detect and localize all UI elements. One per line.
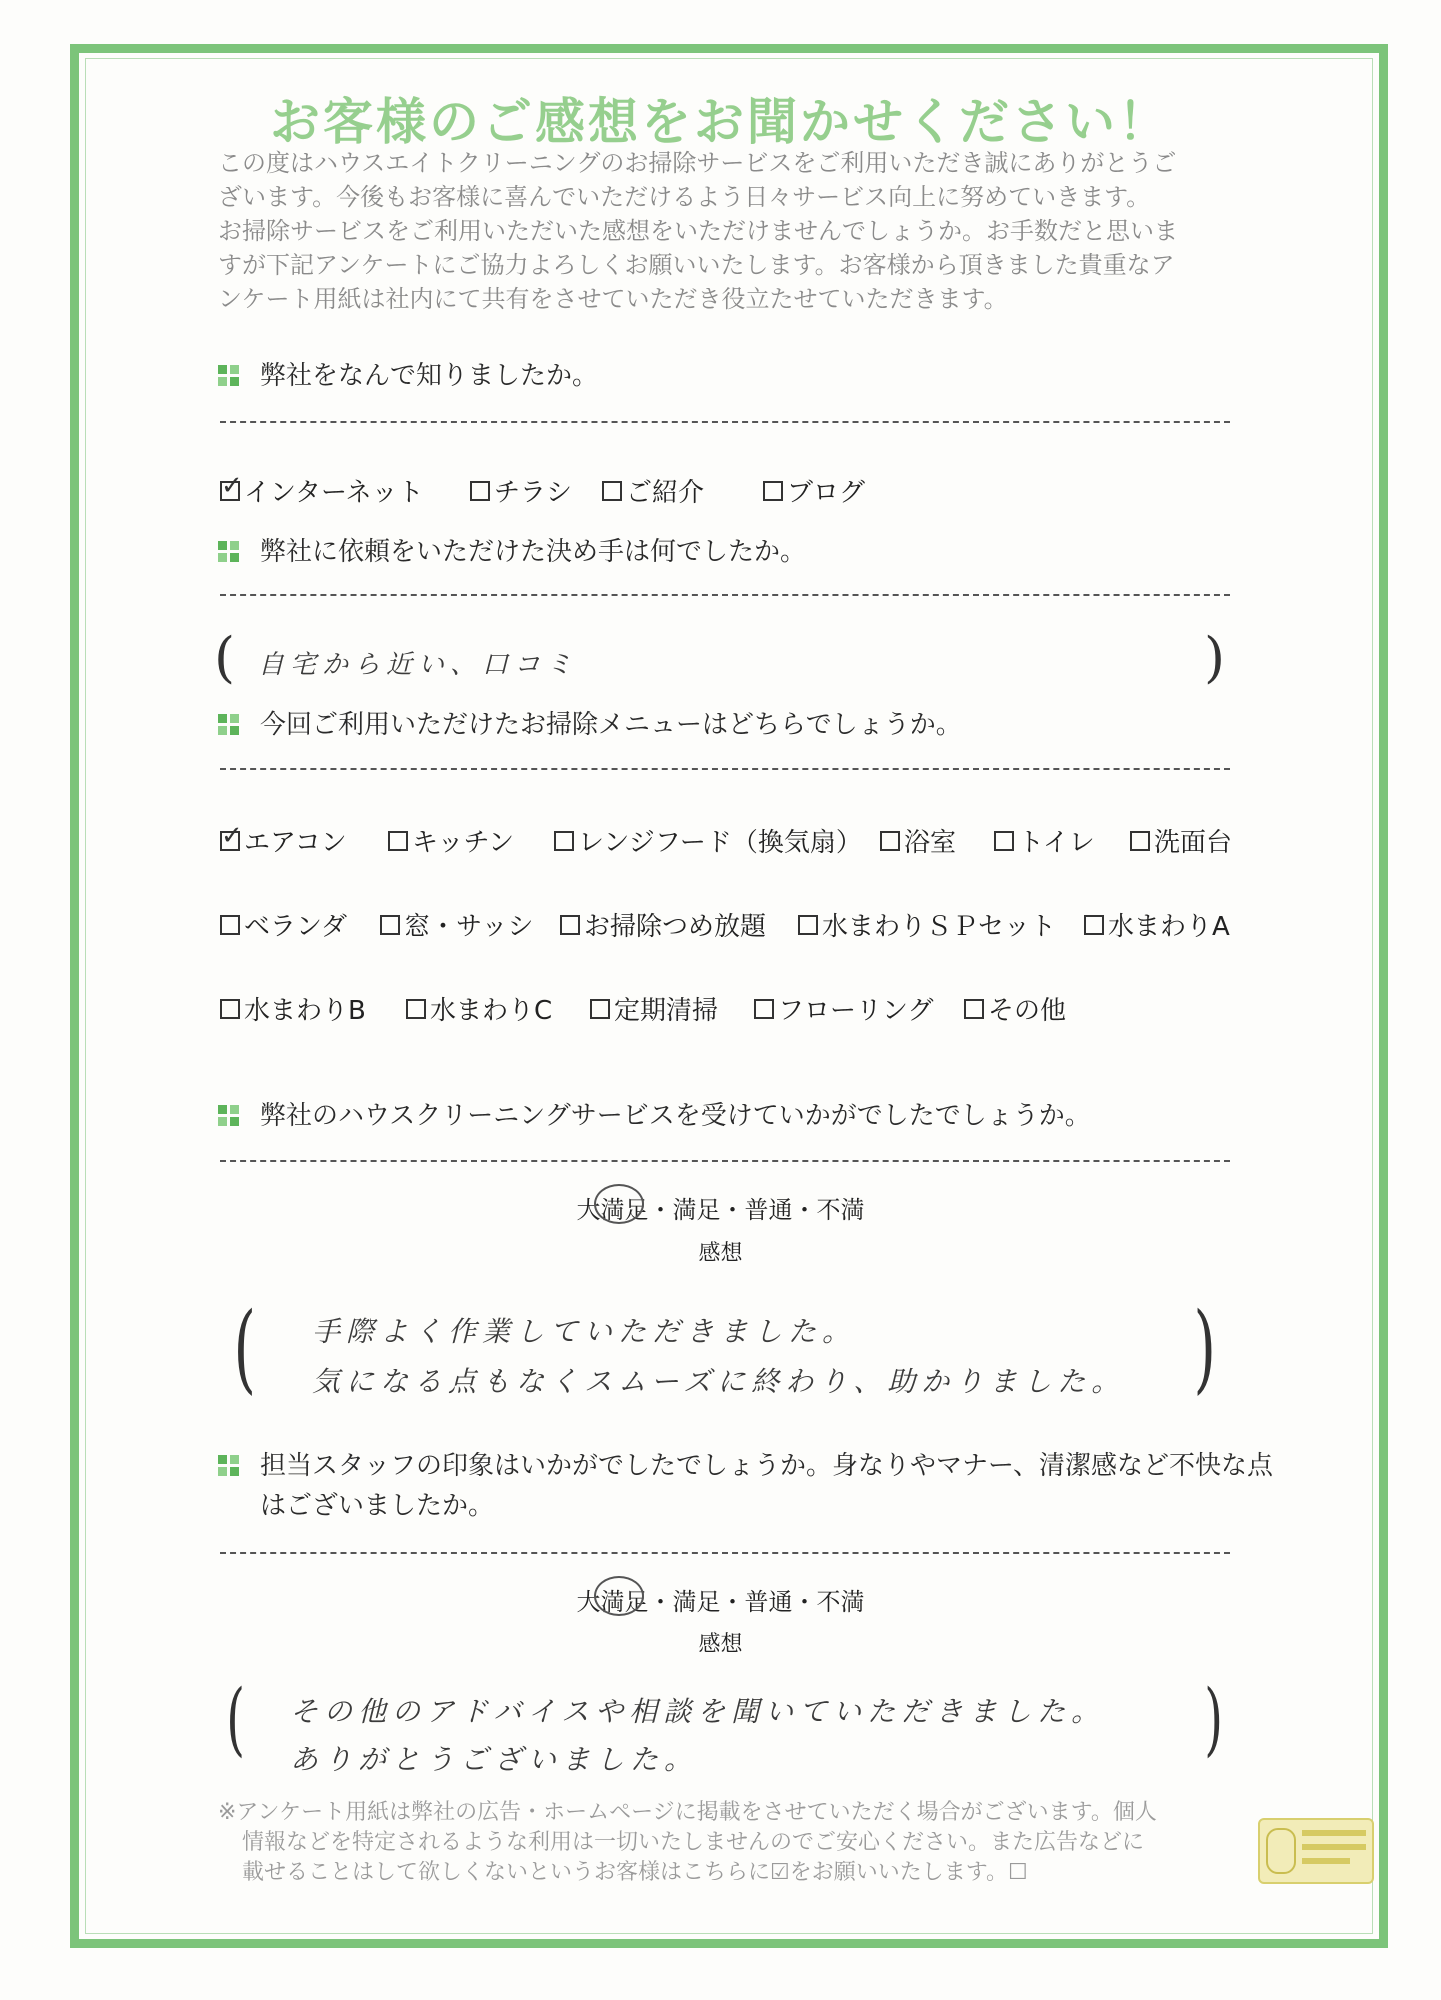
intro-line: ンケート用紙は社内にて共有をさせていただき役立たせていただきます。 [218,285,1008,313]
option-label: 水まわりC [430,996,553,1026]
option-label: 水まわりA [1108,912,1230,942]
q3-option-water-c[interactable] [406,990,552,1027]
stamp-text-bar [1302,1830,1366,1836]
option-label: お掃除つめ放題 [584,912,767,942]
option-label: その他 [988,996,1067,1026]
checkbox-icon[interactable] [470,481,490,501]
option-label: 洗面台 [1154,828,1233,858]
checkbox-icon[interactable] [754,999,774,1019]
q3-option-washbasin[interactable] [1130,822,1232,859]
checkbox-icon[interactable] [380,915,400,935]
close-paren: ) [1193,1292,1216,1404]
footer-note [218,1798,1248,1888]
stamp-text-bar [1302,1844,1366,1850]
option-label: 窓・サッシ [404,912,534,942]
question-marker-icon [218,714,240,736]
question-4-text: 弊社のハウスクリーニングサービスを受けていかがでしたでしょうか。 [260,1101,1091,1131]
option-label: 水まわりＳＰセット [822,912,1057,942]
option-label: エアコン [244,828,347,858]
selected-rating-circle [594,1576,644,1616]
question-2-text: 弊社に依頼をいただけた決め手は何でしたか。 [260,537,807,567]
option-label: ブログ [787,478,866,508]
checkbox-icon[interactable] [880,831,900,851]
question-5-line-2: はございましたか。 [260,1491,495,1521]
footer-note-line: 載せることはして欲しくないというお客様はこちらに☑をお願いいたします。☐ [242,1860,1028,1885]
checkbox-icon[interactable] [406,999,426,1019]
checkbox-icon[interactable] [994,831,1014,851]
question-2 [218,532,806,572]
q1-option-flyer[interactable] [470,472,572,509]
dashed-divider [220,768,1230,770]
question-5 [218,1446,1273,1526]
q3-option-bathroom[interactable] [880,822,956,859]
company-stamp-logo [1258,1818,1374,1884]
q3-option-kitchen[interactable] [388,822,514,859]
checkbox-icon[interactable] [602,481,622,501]
checkbox-checked-icon[interactable] [220,481,240,501]
option-label: フローリング [778,996,934,1026]
option-label: 水まわりB [244,996,366,1026]
close-paren: ) [1204,1672,1223,1765]
q3-option-toilet[interactable] [994,822,1095,859]
question-marker-icon [218,365,240,387]
q3-option-range-hood[interactable] [554,822,862,859]
question-5-text [260,1446,1273,1526]
option-label: ベランダ [244,912,347,942]
question-1 [218,356,598,396]
footer-note-line: ※アンケート用紙は弊社の広告・ホームページに掲載をさせていただく場合がございます。個人 [218,1800,1157,1825]
checkbox-icon[interactable] [220,999,240,1019]
option-label: インターネット [244,478,424,508]
option-label: チラシ [494,478,573,508]
q3-option-window-sash[interactable] [380,906,533,943]
checkbox-icon[interactable] [763,481,783,501]
q2-answer[interactable]: 自宅から近い、口コミ [258,650,579,680]
q5-kanso-label: 感想 [698,1632,743,1657]
question-1-text: 弊社をなんで知りましたか。 [260,361,599,391]
stamp-text-bar [1302,1858,1350,1864]
open-paren: ( [214,626,236,689]
checkbox-icon[interactable] [388,831,408,851]
q3-option-flooring[interactable] [754,990,933,1027]
option-label: 浴室 [904,828,957,858]
q3-option-aircon[interactable] [220,822,347,859]
q4-kanso-label: 感想 [698,1241,743,1266]
open-paren: ( [226,1672,245,1765]
dashed-divider [220,1160,1230,1162]
question-marker-icon [218,541,240,563]
q4-answer-line-2[interactable]: 気になる点もなくスムーズに終わり、助かりました。 [312,1365,1126,1398]
option-label: ご紹介 [626,478,705,508]
stamp-mark-icon [1266,1828,1296,1874]
open-paren: ( [233,1292,256,1404]
q1-option-blog[interactable] [763,472,865,509]
intro-line: お掃除サービスをご利用いただいた感想をいただけませんでしょうか。お手数だと思いま [218,217,1178,245]
checkbox-icon[interactable] [964,999,984,1019]
option-label: 定期清掃 [614,996,719,1026]
checkbox-icon[interactable] [1130,831,1150,851]
checkbox-icon[interactable] [798,915,818,935]
question-5-line-1: 担当スタッフの印象はいかがでしたでしょうか。身なりやマナー、清潔感など不快な点 [260,1451,1273,1481]
question-marker-icon [218,1455,240,1477]
question-3 [218,705,962,745]
checkbox-icon[interactable] [590,999,610,1019]
option-label: トイレ [1018,828,1095,858]
checkbox-icon[interactable] [1084,915,1104,935]
question-marker-icon [218,1105,240,1127]
dashed-divider [220,594,1230,596]
q1-option-referral[interactable] [602,472,704,509]
selected-rating-circle [594,1184,644,1224]
q4-rating-scale[interactable]: 大満足・満足・普通・不満 [576,1196,865,1224]
q4-answer-line-1[interactable]: 手際よく作業していただきました。 [312,1315,857,1348]
option-label: レンジフード（換気扇） [578,828,862,858]
intro-line: すが下記アンケートにご協力よろしくお願いいたします。お客様から頂きました貴重なア [218,251,1175,279]
q3-option-water-sp-set[interactable] [798,906,1056,943]
q5-answer-line-1[interactable]: その他のアドバイスや相談を聞いていただきました。 [290,1695,1106,1728]
dashed-divider [220,1552,1230,1554]
close-paren: ) [1204,626,1226,689]
q3-option-water-a[interactable] [1084,906,1230,943]
checkbox-icon[interactable] [560,915,580,935]
q3-option-other[interactable] [964,990,1066,1027]
dashed-divider [220,421,1230,423]
q5-rating-scale[interactable]: 大満足・満足・普通・不満 [576,1588,865,1616]
q3-option-water-b[interactable] [220,990,366,1027]
checkbox-icon[interactable] [554,831,574,851]
q3-option-veranda[interactable] [220,906,347,943]
question-4 [218,1096,1091,1136]
checkbox-icon[interactable] [220,915,240,935]
checkbox-checked-icon[interactable] [220,831,240,851]
option-label: キッチン [412,828,515,858]
survey-title: お客様のご感想をお聞かせください！ [270,93,1171,151]
footer-note-line: 情報などを特定されるような利用は一切いたしませんのでご安心ください。また広告などに [242,1830,1145,1855]
intro-line: ざいます。今後もお客様に喜んでいただけるよう日々サービス向上に努めていきます。 [218,183,1151,211]
q3-option-all-you-can-clean[interactable] [560,906,766,943]
intro-line: この度はハウスエイトクリーニングのお掃除サービスをご利用いただき誠にありがとうご [218,149,1177,177]
q3-option-regular-cleaning[interactable] [590,990,718,1027]
intro-text [218,146,1248,316]
q1-option-internet[interactable] [220,472,424,509]
question-3-text: 今回ご利用いただけたお掃除メニューはどちらでしょうか。 [260,710,962,740]
q5-answer-line-2[interactable]: ありがとうございました。 [290,1743,699,1776]
